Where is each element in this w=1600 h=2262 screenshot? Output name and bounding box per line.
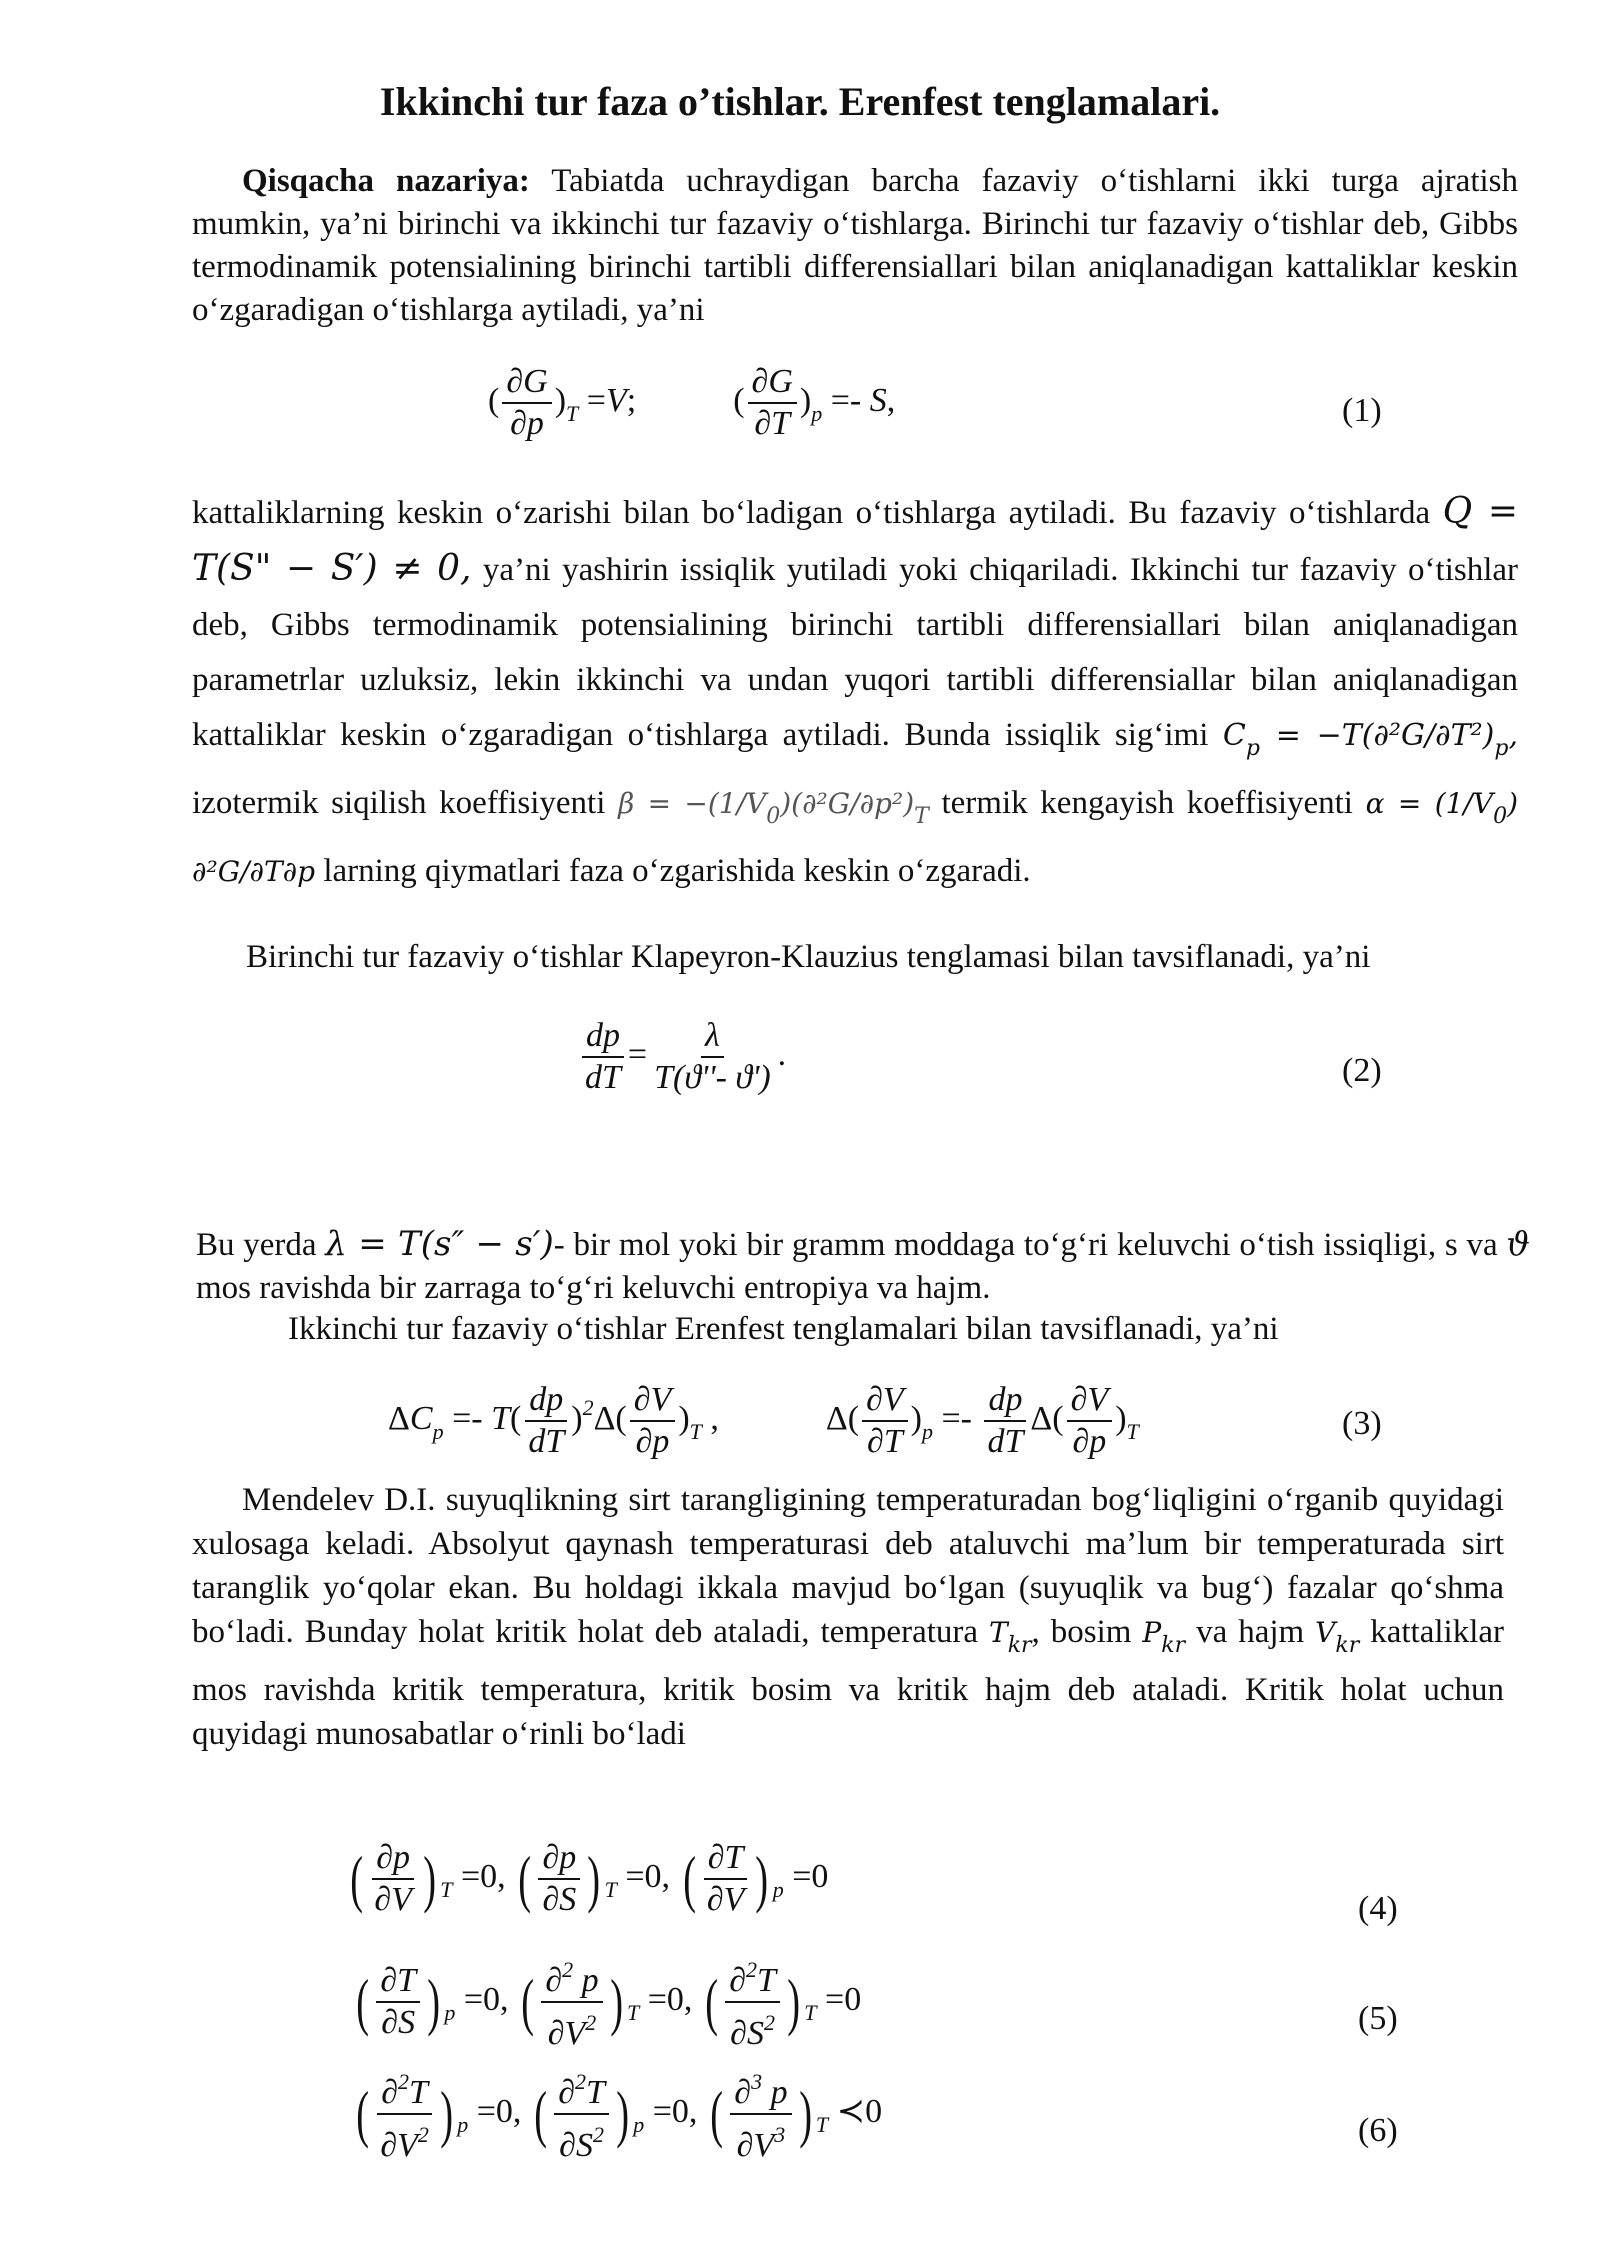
critical-state-paragraph — [192, 1478, 1504, 1756]
equation-3: $\Delta C_p =- T$( $\frac{dp}{dT}$ )$^2$Δ( $\frac{\partial V}{\partial p}$ )$_T$ , Δ( $\frac{\partial V}{\partial T}$ )$_p$ =- $\frac{dp}{dT}$ Δ( $\frac{\partial V}{\partial p}$ )$_T$ — [388, 1381, 1139, 1460]
expansion-formula: $\alpha = (1/V_0)$ ∂²G/∂T∂p — [192, 787, 1519, 888]
intro-paragraph — [192, 160, 1518, 332]
equation-6-number: (6) — [1358, 2112, 1398, 2149]
para2-text-c: izotermik siqilish koeffisiyenti — [192, 785, 606, 821]
para4-text-a: Bu yerda — [196, 1227, 317, 1263]
equation-1: ( $\frac{\partial G}{\partial p}$ )$_T =V$; ( $\frac{\partial G}{\partial T}$ )$_p =- S$, — [488, 363, 896, 442]
para2-text-d: termik kengayish koeffisiyenti — [928, 785, 1353, 821]
equation-4: ( $\frac{\partial p}{\partial V}$ ) $_T$ =0, ( $\frac{\partial p}{\partial S}$ ) $_T$ =0, ( $\frac{\partial T}{\partial V}$ ) $_p$ =0 — [350, 1839, 829, 1918]
para4-text-b: - bir mol yoki bir gramm moddaga to‘g‘ri keluvchi o‘tish issiqligi, s va — [553, 1227, 1498, 1263]
transition-heat-formula: λ = T(s″ − s′) — [325, 1224, 554, 1264]
critical-temperature-symbol: $T_{kr}$ — [989, 1616, 1032, 1658]
equation-1-number: (1) — [1342, 392, 1382, 429]
transition-heat-paragraph — [196, 1222, 1530, 1310]
compressibility-formula: $\beta = -(1/V_0)(\partial^2G/\partial p^2)_T$ — [618, 787, 929, 829]
equation-5-number: (5) — [1358, 2000, 1398, 2037]
intro-text: Tabiatda uchraydigan barcha fazaviy o‘tishlarni ikki turga ajratish mumkin, ya’ni birinchi va ikkinchi tur fazaviy o‘tishlarga. Birinchi tur fazaviy o‘tishlar deb, Gibbs termodinamik potensialining birinchi tartibli differensiallari bilan aniqlanadigan kattaliklar keskin o‘zgaradigan o‘tishlarga aytiladi, ya’ni — [192, 163, 1518, 328]
equation-2: $\frac{dp}{dT}$ = $\frac{\lambda}{T(ϑ''- ϑ')}$ . — [578, 1016, 786, 1098]
intro-lead: Qisqacha nazariya: — [242, 163, 530, 199]
para2-text-a: kattaliklarning keskin o‘zarishi bilan bo‘ladigan o‘tishlarga aytiladi. Bu fazaviy o‘tishlarda — [192, 495, 1431, 531]
para6-text-b: , bosim — [1031, 1614, 1132, 1650]
page-title: Ikkinchi tur faza o’tishlar. Erenfest tenglamalari. — [379, 79, 1221, 124]
volume-symbol: ϑ — [1506, 1224, 1531, 1263]
heat-capacity-formula: $C_p = -T(\partial^2G/\partial T^2)_p$, — [1222, 718, 1518, 761]
equation-5: ( $\frac{\partial T}{\partial S}$ ) $_p$ =0, ( $\frac{\partial^2 p}{\partial V^2}$ ) $_T$ =0, ( $\frac{\partial^2T}{\partial S^2}$ ) $_T$ =0 — [352, 1950, 861, 2054]
equation-6: ( $\frac{\partial^2T}{\partial V^2}$ ) $_p$ =0, ( $\frac{\partial^2T}{\partial S^2}$ ) $_p$ =0, ( $\frac{\partial^3 p}{\partial V^3}$ ) $_T$ ≺0 — [352, 2062, 882, 2166]
para2-text-b: ya’ni yashirin issiqlik yutiladi yoki chiqariladi. Ikkinchi tur fazaviy o‘tishlar deb, Gibbs termodinamik potensialining birinchi tartibli differensiallari bilan aniqlanadigan parametrlar uzluksiz, lekin ikkinchi va undan yuqori tartibli differensiallar bilan aniqlanadigan kattaliklar keskin o‘zgaradigan o‘tishlarga aytiladi. Bunda issiqlik sig‘imi — [192, 552, 1519, 753]
para6-text-c: va hajm — [1185, 1614, 1305, 1650]
critical-volume-symbol: $V_{kr}$ — [1315, 1616, 1360, 1658]
latent-heat-formula: Q = T(S" − S′) ≠ 0, — [192, 491, 1518, 589]
para6-text-a: Mendelev D.I. suyuqlikning sirt tarangligining temperaturadan bog‘liqligini o‘rganib quyidagi xulosaga keladi. Absolyut qaynash temperaturasi deb ataluvchi ma’lum bir temperaturada sirt taranglik yo‘qolar ekan. Bu holdagi ikkala mavjud bo‘lgan (suyuqlik va bug‘) fazalar qo‘shma bo‘ladi. Bunday holat kritik holat deb ataladi, temperatura — [192, 1482, 1504, 1650]
critical-pressure-symbol: $P_{kr}$ — [1142, 1616, 1186, 1658]
para6-text-d: kattaliklar mos ravishda kritik temperatura, kritik bosim va kritik hajm deb ataladi. Kritik holat uchun quyidagi munosabatlar o‘rinli bo‘ladi — [192, 1614, 1505, 1752]
ehrenfest-paragraph: Ikkinchi tur fazaviy o‘tishlar Erenfest tenglamalari bilan tavsiflanadi, ya’ni — [288, 1311, 1279, 1347]
equation-4-number: (4) — [1358, 1890, 1398, 1927]
para4-text-c: mos ravishda bir zarraga to‘g‘ri keluvchi entropiya va hajm. — [196, 1270, 991, 1306]
equation-2-number: (2) — [1342, 1052, 1382, 1089]
clapeyron-paragraph: Birinchi tur fazaviy o‘tishlar Klapeyron-Klauzius tenglamasi bilan tavsiflanadi, ya’ni — [246, 939, 1371, 975]
equation-3-number: (3) — [1342, 1405, 1382, 1442]
second-order-paragraph — [192, 484, 1518, 899]
para2-text-e: larning qiymatlari faza o‘zgarishida keskin o‘zgaradi. — [315, 853, 1031, 889]
